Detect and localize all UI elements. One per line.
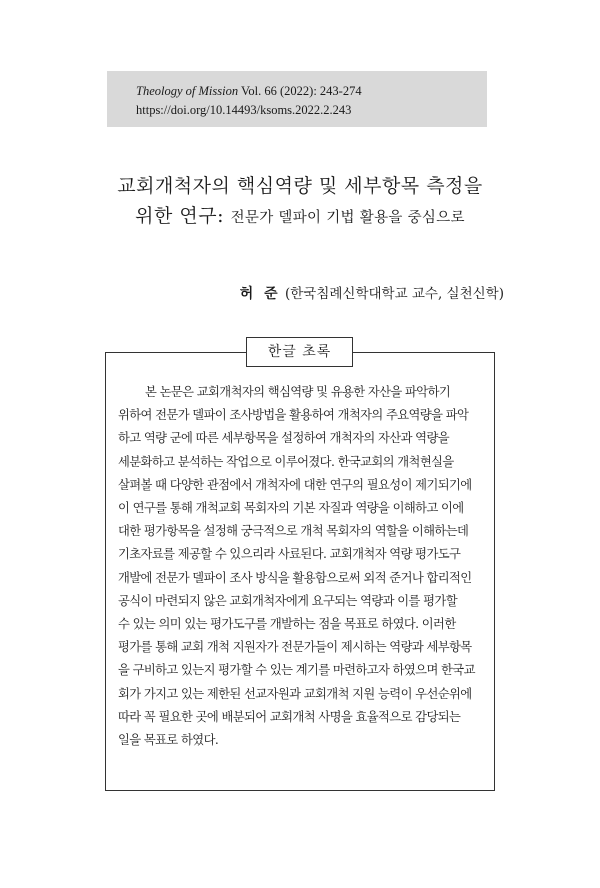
- doi-link[interactable]: https://doi.org/10.14493/ksoms.2022.2.243: [136, 103, 352, 117]
- paper-subtitle: 전문가 델파이 기법 활용을 중심으로: [230, 210, 465, 226]
- journal-name: Theology of Mission: [136, 84, 239, 98]
- author-line: [240, 282, 504, 303]
- abstract-line: 위하여 전문가 델파이 조사방법을 활용하여 개척자의 주요역량을 파악: [118, 408, 469, 423]
- paper-title-line1: 교회개척자의 핵심역량 및 세부항목 측정을: [117, 175, 483, 197]
- abstract-line: 수 있는 의미 있는 평가도구를 개발하는 점을 목표로 하였다. 이러한: [118, 617, 456, 632]
- abstract-line: 개발에 전문가 델파이 조사 방식을 활용함으로써 외적 준거나 합리적인: [118, 570, 472, 585]
- paper-title-main: 위한 연구:: [135, 205, 225, 227]
- abstract-line: 평가를 통해 교회 개척 지원자가 전문가들이 제시하는 역량과 세부항목: [118, 640, 472, 655]
- abstract-line: 대한 평가항목을 설정해 궁극적으로 개척 목회자의 역할을 이해하는데: [118, 524, 469, 539]
- volume-info: Vol. 66 (2022): 243-274: [241, 84, 362, 98]
- author-affiliation: (한국침례신학대학교 교수, 실천신학): [284, 286, 504, 302]
- abstract-line: 본 논문은 교회개척자의 핵심역량 및 유용한 자산을 파악하기: [145, 385, 451, 399]
- journal-header: [107, 71, 487, 127]
- abstract-line: 살펴볼 때 다양한 관점에서 개척자에 대한 연구의 필요성이 제기되기에: [118, 477, 472, 492]
- abstract-line: 회가 가지고 있는 제한된 선교자원과 교회개척 지원 능력이 우선순위에: [118, 686, 472, 701]
- paper-title-line2: [0, 201, 600, 233]
- journal-citation: [136, 82, 487, 101]
- abstract-label: 한글 초록: [246, 337, 353, 367]
- abstract-line: 하고 역량 군에 따른 세부항목을 설정하여 개척자의 자산과 역량을: [118, 431, 449, 446]
- abstract-line: 일을 목표로 하였다.: [118, 733, 219, 748]
- abstract-line: 공식이 마련되지 않은 교회개척자에게 요구되는 역량과 이를 평가할: [118, 593, 457, 608]
- abstract-line: 따라 꼭 필요한 곳에 배분되어 교회개척 사명을 효율적으로 감당되는: [118, 709, 461, 724]
- abstract-line: 이 연구를 통해 개척교회 목회자의 기본 자질과 역량을 이해하고 이에: [118, 501, 464, 516]
- abstract-line: 세분화하고 분석하는 작업으로 이루어졌다. 한국교회의 개척현실을: [118, 454, 454, 469]
- author-name: 허 준: [239, 286, 281, 302]
- abstract-line: 을 구비하고 있는지 평가할 수 있는 계기를 마련하고자 하였으며 한국교: [118, 663, 475, 678]
- abstract-line: 기초자료를 제공할 수 있으리라 사료된다. 교회개척자 역량 평가도구: [118, 547, 461, 562]
- abstract-text: [118, 381, 485, 752]
